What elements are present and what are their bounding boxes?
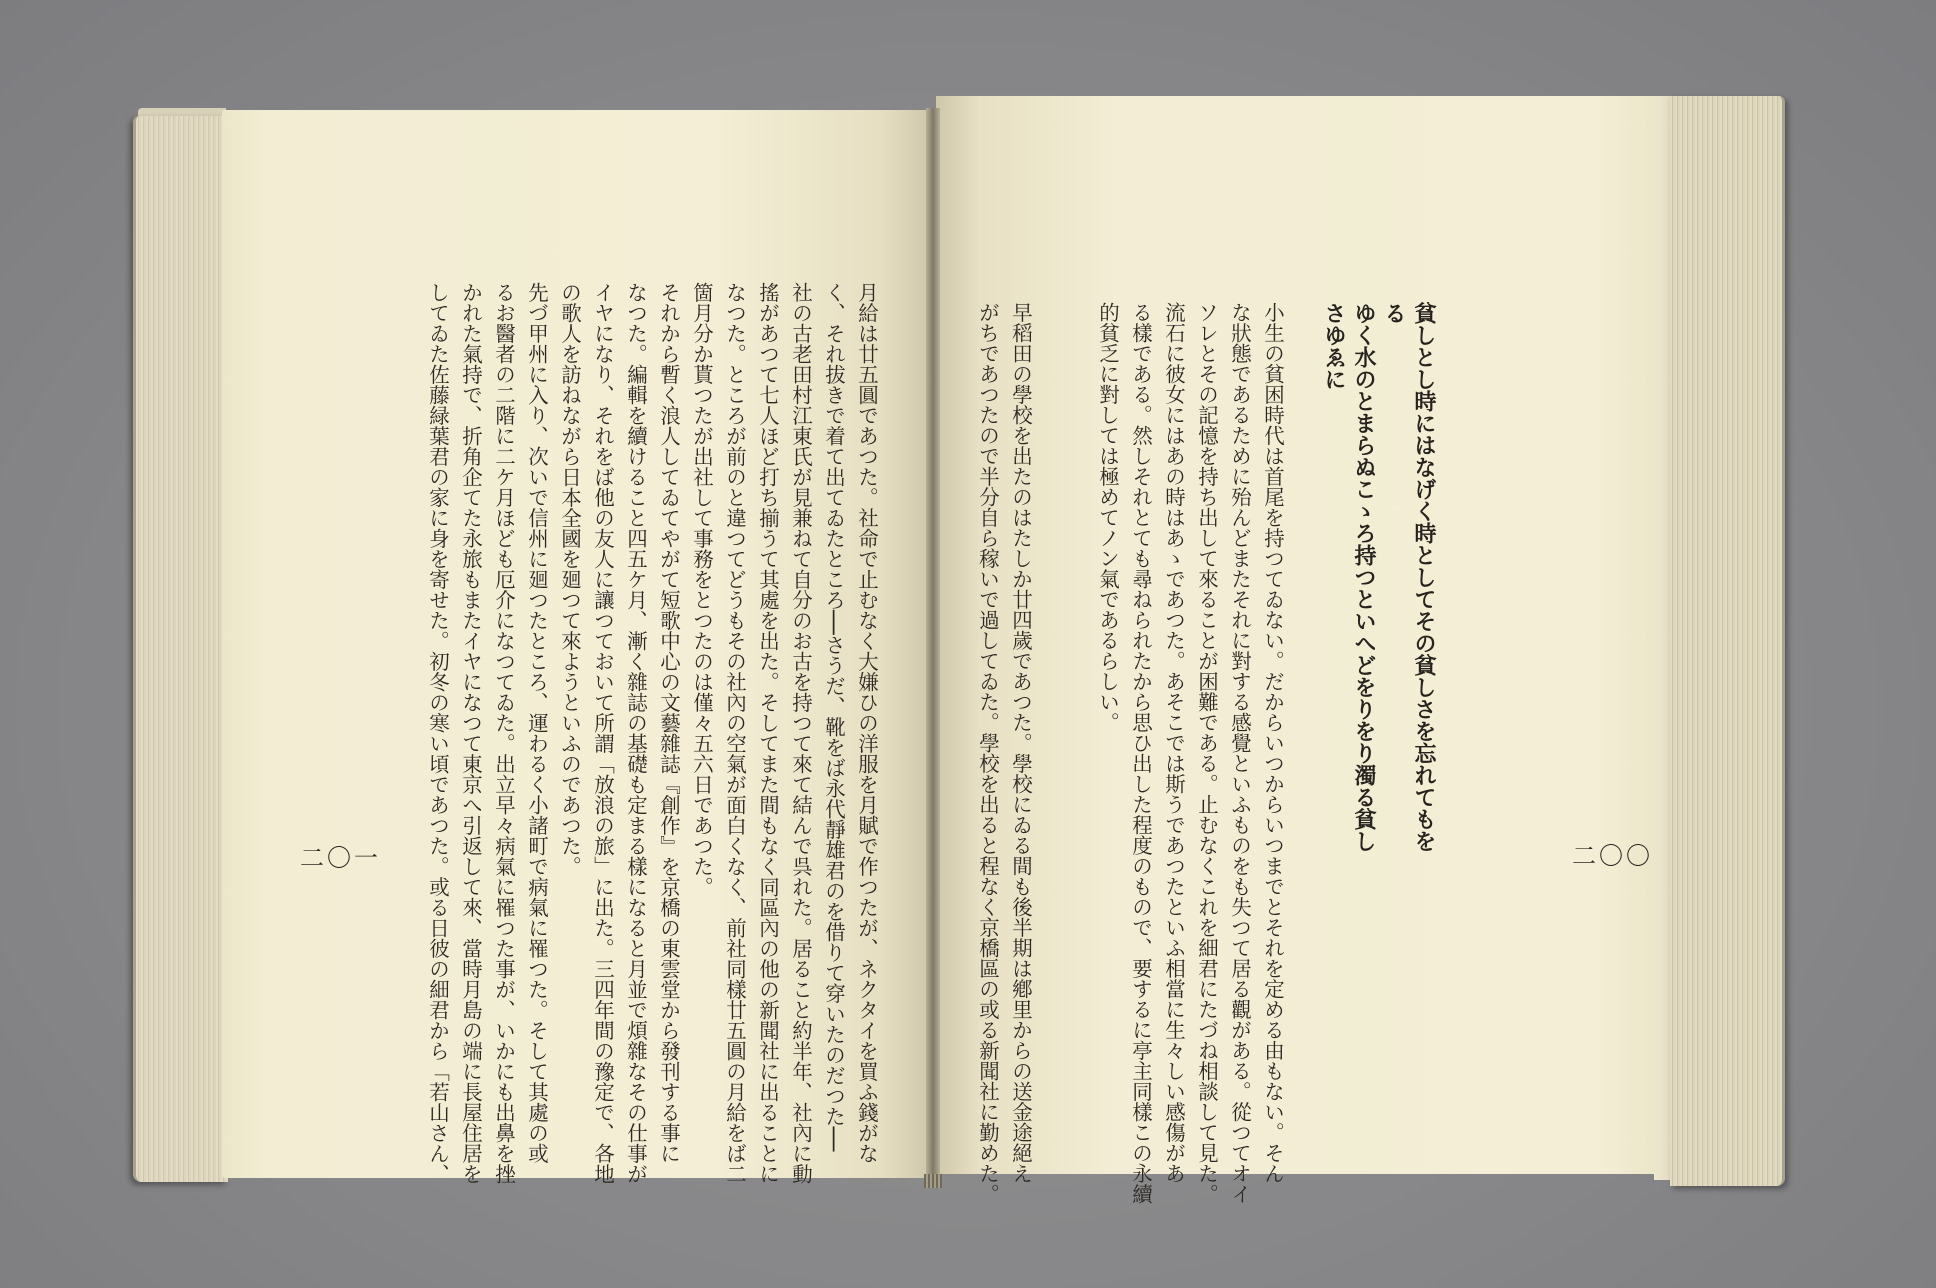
right-text-column: ソレとその記憶を持ち出して來ることが困難である。止むなくこれを細君にたづね相談して見た。 bbox=[1194, 302, 1219, 1204]
left-text-column: 搖があつて七人ほど打ち揃うて其處を出た。そしてまた間もなく同區內の他の新聞社に出ることに bbox=[755, 282, 780, 1184]
right-text-column: がちであつたので半分自ら稼いで過してゐた。學校を出ると程なく京橋區の或る新聞社に勤めた。 bbox=[975, 302, 1000, 1204]
left-text-column: 月給は廿五圓であつた。社命で止むなく大嫌ひの洋服を月賦で作つたが、ネクタイを買ふ錢がな bbox=[854, 282, 879, 1164]
right-text-column: 的貧乏に對しては極めてノン氣であるらしい。 bbox=[1095, 302, 1120, 733]
right-text-column: な狀態であるために殆んどまたそれに對する感覺といふものをも失つて居る觀がある。從つてオイ bbox=[1227, 302, 1252, 1204]
left-text-column: なつた。編輯を續けること四五ケ月、漸く雜誌の基礎も定まる樣になると月並で煩雜なその仕事が bbox=[623, 282, 648, 1184]
right-text-column: る樣である。然しそれとても尋ねられたから思ひ出した程度のもので、要するに亭主同樣この永續 bbox=[1128, 302, 1153, 1204]
left-text-column: く、それ拔きで着て出てゐたところ──さうだ、靴をば永代靜雄君のを借りて穿いたのだつた── bbox=[821, 282, 846, 1152]
left-text-column: かれた氣持で、折角企てた永旅もまたイヤになつて東京へ引返して來、當時月島の端に長屋住居を bbox=[458, 282, 483, 1184]
right-text-column: 貧しとし時にはなげく時としてその貧しさを忘れてもを bbox=[1411, 302, 1437, 852]
left-text-column: 箇月分か貰つたが出社して事務をとつたのは僅々五六日であつた。 bbox=[689, 282, 714, 897]
left-text-column: それから暫く浪人してゐてやがて短歌中心の文藝雜誌『創作』を京橋の東雲堂から發刊する事に bbox=[656, 282, 681, 1164]
left-text-column: るお醫者の二階に二ケ月ほども厄介になつてゐた。出立早々病氣に罹つた事が、いかにも出鼻を挫 bbox=[491, 282, 516, 1184]
right-text-column: さゆゑに bbox=[1321, 302, 1347, 390]
book-gutter bbox=[926, 108, 940, 1184]
left-text-column: 先づ甲州に入り、次いで信州に廻つたところ、運わるく小諸町で病氣に罹つた。そして其處の或 bbox=[524, 282, 549, 1164]
spine-binding bbox=[924, 1174, 942, 1188]
right-page-number: 二〇〇 bbox=[1572, 842, 1653, 870]
left-page-number: 二〇一 bbox=[300, 844, 381, 872]
left-text-column: イヤになり、それをば他の友人に讓つておいて所謂「放浪の旅」に出た。三四年間の豫定で、各地 bbox=[590, 282, 615, 1184]
right-page-edge-stack bbox=[1670, 96, 1785, 1186]
right-text-column: ゆく水のとまらぬこゝろ持つといへどをりをり濁る貧し bbox=[1351, 302, 1377, 852]
right-text-column: 早稻田の學校を出たのはたしか廿四歲であつた。學校にゐる間も後半期は鄕里からの送金途絕え bbox=[1008, 302, 1033, 1184]
left-text-column: の歌人を訪ねながら日本全國を廻つて來ようといふのであつた。 bbox=[557, 282, 582, 877]
left-text-column: なつた。ところが前のと違つてどうもその社內の空氣が面白くなく、前社同樣廿五圓の月給をば二 bbox=[722, 282, 747, 1184]
right-text-column: る bbox=[1381, 302, 1407, 324]
right-text-column: 小生の貧困時代は首尾を持つてゐない。だからいつからいつまでとそれを定める由もない。そん bbox=[1260, 302, 1285, 1184]
left-page-edge-stack bbox=[133, 116, 228, 1182]
right-page bbox=[936, 96, 1658, 1174]
left-text-column: してゐた佐藤緑葉君の家に身を寄せた。初冬の寒い頃であつた。或る日彼の細君から「若山さん、 bbox=[425, 282, 450, 1184]
right-text-column: 流石に彼女にはあの時はあゝであつた。あそこでは斯うであつたといふ相當に生々しい感傷があ bbox=[1161, 302, 1186, 1184]
left-text-column: 社の古老田村江東氏が見兼ねて自分のお古を持つて來て結んで呉れた。居ること約半年、社內に動 bbox=[788, 282, 813, 1184]
